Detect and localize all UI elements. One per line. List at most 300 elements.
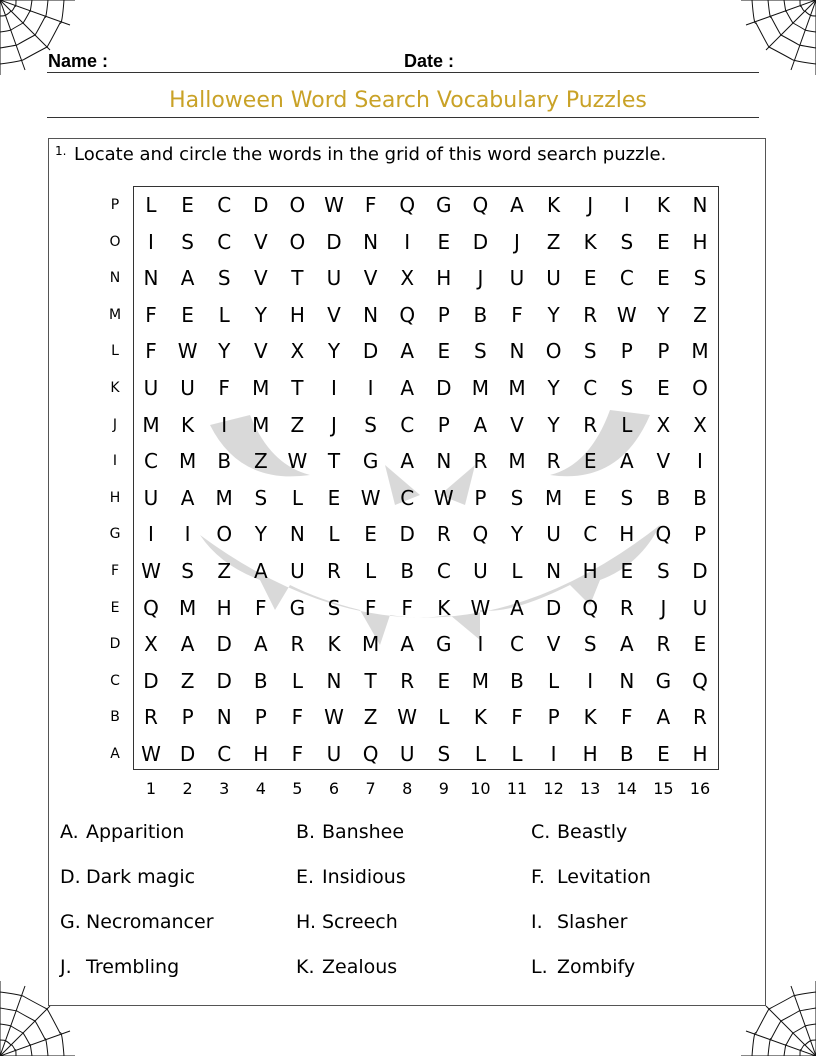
grid-letter[interactable]: C [217,742,232,766]
grid-letter[interactable]: C [217,229,232,254]
grid-letter[interactable]: Z [363,705,378,730]
grid-letter[interactable]: Z [693,302,707,327]
word-letter: A. [60,821,79,843]
grid-letter[interactable]: T [291,376,304,400]
grid-letter[interactable]: D [472,229,489,254]
grid-letter[interactable]: K [583,705,597,730]
grid-letter[interactable]: A [400,339,415,364]
grid-letter[interactable]: O [289,229,306,254]
grid-letter[interactable]: B [693,485,707,510]
grid-letter[interactable]: C [144,449,158,474]
word-text: Levitation [557,866,651,888]
grid-letter[interactable]: M [691,339,709,364]
grid-letter[interactable]: R [693,705,707,730]
grid-letter[interactable]: N [363,229,379,254]
grid-letter[interactable]: L [511,559,523,583]
grid-letter[interactable]: E [181,302,194,327]
grid-letter[interactable]: D [399,522,415,547]
grid-letter[interactable]: W [470,595,491,620]
grid-letter[interactable]: I [587,668,594,693]
grid-letter[interactable]: M [215,485,233,510]
grid-letter[interactable]: L [291,485,303,510]
grid-letter[interactable]: E [437,339,451,364]
grid-letter[interactable]: A [656,705,671,730]
word-letter: G. [60,911,81,933]
grid-letter[interactable]: H [436,266,452,291]
grid-letter[interactable]: B [217,449,232,474]
grid-letter[interactable]: B [656,485,671,510]
grid-letter[interactable]: A [180,632,195,657]
grid-letter[interactable]: W [324,705,344,730]
grid-letter[interactable]: Z [217,559,232,583]
grid-letter[interactable]: L [511,742,523,766]
grid-letter[interactable]: S [583,339,597,364]
grid-letter[interactable]: S [217,266,231,291]
grid-letter[interactable]: E [181,193,194,217]
grid-letter[interactable]: D [436,376,452,400]
grid-letter[interactable]: F [364,193,377,217]
grid-letter[interactable]: P [437,412,450,437]
row-label: C [110,672,120,689]
grid-letter[interactable]: E [657,742,670,766]
grid-letter[interactable]: S [181,229,194,254]
grid-letter[interactable]: C [510,632,524,657]
grid-letter[interactable]: X [290,339,305,364]
grid-letter[interactable]: T [364,668,377,693]
grid-letter[interactable]: N [363,302,379,327]
grid-letter[interactable]: E [657,266,670,291]
grid-letter[interactable]: O [545,339,562,364]
grid-letter[interactable]: M [178,595,197,620]
row-label: O [109,233,121,250]
word-letter: E. [296,866,315,888]
grid-letter[interactable]: A [400,376,415,400]
grid-letter[interactable]: M [361,632,380,657]
grid-letter[interactable]: W [177,339,198,364]
grid-letter[interactable]: O [692,376,708,400]
grid-letter[interactable]: D [216,668,232,693]
grid-letter[interactable]: N [509,339,525,364]
grid-letter[interactable]: A [473,412,488,437]
grid-letter[interactable]: N [289,522,305,547]
grid-letter[interactable]: M [544,485,563,510]
grid-letter[interactable]: I [221,412,228,437]
grid-letter[interactable]: W [141,742,161,766]
grid-letter[interactable]: S [327,595,341,620]
grid-letter[interactable]: U [473,559,488,583]
grid-letter[interactable]: Q [582,595,599,620]
grid-letter[interactable]: B [400,559,415,583]
grid-letter[interactable]: J [587,193,594,217]
grid-letter[interactable]: G [289,595,306,620]
grid-letter[interactable]: V [656,449,671,474]
grid-letter[interactable]: U [546,522,561,547]
word-text: Slasher [557,911,628,933]
grid-letter[interactable]: H [692,229,708,254]
grid-letter[interactable]: C [583,522,598,547]
word-text: Zombify [557,956,636,978]
grid-letter[interactable]: F [291,705,304,730]
grid-letter[interactable]: I [697,449,703,474]
grid-letter[interactable]: A [180,485,195,510]
grid-letter[interactable]: D [216,632,232,657]
grid-letter[interactable]: D [692,559,708,583]
grid-letter[interactable]: T [327,449,341,474]
grid-letter[interactable]: L [365,559,377,583]
grid-letter[interactable]: R [583,412,598,437]
grid-letter[interactable]: E [583,485,597,510]
grid-letter[interactable]: S [620,485,634,510]
column-label: 8 [402,779,413,798]
grid-letter[interactable]: S [620,229,634,254]
grid-letter[interactable]: S [510,485,524,510]
grid-letter[interactable]: A [510,595,524,620]
grid-letter[interactable]: I [331,376,337,400]
grid-letter[interactable]: L [328,522,340,547]
grid-letter[interactable]: U [546,266,561,291]
grid-letter[interactable]: U [143,376,159,400]
grid-letter[interactable]: J [660,595,667,620]
grid-letter[interactable]: R [290,632,305,657]
word-list-item [60,911,214,933]
grid-letter[interactable]: R [546,449,561,474]
grid-letter[interactable]: H [582,742,598,766]
grid-letter[interactable]: U [180,376,195,400]
grid-letter[interactable]: A [400,632,415,657]
grid-letter[interactable]: M [252,376,270,400]
grid-letter[interactable]: Y [218,339,231,364]
row-label: N [109,270,121,287]
title-underline [47,117,759,118]
grid-letter[interactable]: J [514,229,520,254]
word-list-item [296,911,398,933]
grid-letter[interactable]: I [477,632,484,657]
word-list-item [531,956,635,978]
grid-letter[interactable]: X [693,412,707,437]
grid-letter[interactable]: S [254,485,268,510]
grid-letter[interactable]: Y [547,376,560,400]
grid-letter[interactable]: F [401,595,413,620]
grid-letter[interactable]: I [148,229,154,254]
grid-letter[interactable]: Y [657,302,670,327]
column-label: 3 [219,779,230,798]
grid-letter[interactable]: C [583,376,598,400]
grid-letter[interactable]: M [178,449,197,474]
grid-letter[interactable]: D [545,595,562,620]
grid-letter[interactable]: E [437,229,451,254]
word-text: Dark magic [86,866,196,888]
word-list-item [531,866,651,888]
date-label: Date : [404,51,455,71]
grid-letter[interactable]: X [144,632,158,657]
grid-letter[interactable]: E [620,559,634,583]
grid-letter[interactable]: P [254,705,267,730]
grid-letter[interactable]: S [620,376,634,400]
column-label: 16 [689,779,711,798]
grid-letter[interactable]: V [363,266,378,291]
word-text: Beastly [557,821,628,843]
word-letter: J. [60,956,72,978]
grid-letter[interactable]: A [400,449,415,474]
grid-letter[interactable]: Z [180,668,195,693]
grid-letter[interactable]: B [510,668,524,693]
grid-letter[interactable]: K [583,229,597,254]
word-text: Banshee [322,821,405,843]
column-label: 11 [506,779,528,798]
grid-letter[interactable]: Q [472,522,489,547]
grid-letter[interactable]: I [404,229,411,254]
grid-letter[interactable]: Z [290,412,305,437]
grid-letter[interactable]: B [253,668,268,693]
grid-letter[interactable]: N [143,266,159,291]
grid-letter[interactable]: M [142,412,160,437]
grid-letter[interactable]: V [253,339,268,364]
grid-letter[interactable]: F [218,376,230,400]
grid-letter[interactable]: N [692,193,708,217]
word-list-item [60,956,179,978]
grid-letter[interactable]: R [473,449,488,474]
grid-letter[interactable]: L [145,193,157,217]
grid-letter[interactable]: A [180,266,195,291]
grid-letter[interactable]: P [657,339,670,364]
grid-letter[interactable]: Q [399,193,416,217]
grid-letter[interactable]: A [253,632,268,657]
grid-letter[interactable]: K [473,705,487,730]
grid-letter[interactable]: D [326,229,342,254]
grid-letter[interactable]: U [399,742,415,766]
row-label: F [110,563,120,579]
grid-letter[interactable]: O [216,522,233,547]
grid-letter[interactable]: W [433,485,454,510]
grid-letter[interactable]: U [326,742,342,766]
grid-letter[interactable]: F [145,339,157,364]
grid-letter[interactable]: I [550,742,557,766]
grid-letter[interactable]: K [656,193,670,217]
grid-letter[interactable]: B [619,742,634,766]
grid-letter[interactable]: Z [253,449,268,474]
grid-letter[interactable]: A [619,449,634,474]
grid-letter[interactable]: U [326,266,342,291]
grid-letter[interactable]: W [360,485,381,510]
grid-letter[interactable]: S [364,412,377,437]
grid-letter[interactable]: Q [362,742,379,766]
grid-letter[interactable]: D [362,339,379,364]
grid-letter[interactable]: R [583,302,598,327]
grid-letter[interactable]: K [181,412,195,437]
grid-letter[interactable]: V [327,302,341,327]
grid-letter[interactable]: M [508,376,526,400]
grid-letter[interactable]: J [331,412,337,437]
grid-letter[interactable]: S [657,559,670,583]
grid-letter[interactable]: R [400,668,415,693]
grid-letter[interactable]: N [436,449,452,474]
grid-letter[interactable]: W [324,193,344,217]
grid-letter[interactable]: E [327,485,341,510]
name-label: Name : [48,51,109,71]
column-label: 4 [255,779,266,798]
grid-letter[interactable]: U [143,485,159,510]
grid-letter[interactable]: L [438,705,450,730]
grid-letter[interactable]: E [583,449,597,474]
grid-letter[interactable]: F [145,302,157,327]
grid-letter[interactable]: W [141,559,161,583]
grid-letter[interactable]: F [364,595,377,620]
grid-letter[interactable]: H [692,742,708,766]
grid-letter[interactable]: F [255,595,267,620]
word-letter: L. [531,956,548,978]
grid-letter[interactable]: Y [510,522,524,547]
column-label: 6 [328,779,340,798]
grid-letter[interactable]: C [436,559,451,583]
grid-letter[interactable]: N [216,705,232,730]
grid-letter[interactable]: G [362,449,379,474]
grid-letter[interactable]: H [216,595,232,620]
grid-letter[interactable]: H [619,522,635,547]
row-label: B [110,709,120,726]
row-label: D [109,636,121,653]
grid-letter[interactable]: P [437,302,450,327]
grid-letter[interactable]: Y [254,302,267,327]
grid-letter[interactable]: D [253,193,269,217]
grid-letter[interactable]: S [437,742,451,766]
row-label: L [111,343,119,360]
word-list-item [296,866,406,888]
grid-letter[interactable]: D [179,742,196,766]
grid-letter[interactable]: A [253,559,268,583]
grid-letter[interactable]: C [619,266,634,291]
grid-letter[interactable]: R [619,595,634,620]
row-label: K [110,380,120,396]
row-label: G [109,526,121,543]
grid-letter[interactable]: K [547,193,561,217]
grid-letter[interactable]: M [471,376,490,400]
word-list-item [531,821,627,843]
grid-letter[interactable]: W [397,705,418,730]
grid-letter[interactable]: E [583,266,597,291]
grid-letter[interactable]: P [474,485,487,510]
grid-letter[interactable]: L [548,668,560,693]
spider-web-top-right-icon [741,0,816,75]
grid-letter[interactable]: V [253,266,268,291]
grid-letter[interactable]: E [437,668,451,693]
grid-letter[interactable]: V [510,412,524,437]
column-label: 13 [580,779,601,798]
grid-letter[interactable]: E [693,632,707,657]
grid-letter[interactable]: H [253,742,269,766]
grid-letter[interactable]: X [400,266,415,291]
grid-letter[interactable]: I [367,376,374,400]
grid-letter[interactable]: U [290,559,305,583]
grid-letter[interactable]: S [474,339,487,364]
grid-letter[interactable]: M [508,449,526,474]
grid-letter[interactable]: R [436,522,451,547]
grid-letter[interactable]: N [619,668,635,693]
grid-letter[interactable]: G [436,632,452,657]
grid-letter[interactable]: A [619,632,634,657]
grid-letter[interactable]: V [253,229,268,254]
grid-letter[interactable]: K [437,595,451,620]
grid-letter[interactable]: R [144,705,158,730]
grid-letter[interactable]: Y [547,302,560,327]
grid-letter[interactable]: Q [692,668,708,693]
grid-letter[interactable]: C [217,193,232,217]
grid-letter[interactable]: L [218,302,230,327]
grid-letter[interactable]: Q [472,193,489,217]
column-label: 10 [470,779,491,798]
grid-letter[interactable]: N [326,668,342,693]
grid-letter[interactable]: D [143,668,159,693]
name-date-line [47,72,759,73]
grid-letter[interactable]: H [582,559,598,583]
grid-letter[interactable]: P [181,705,194,730]
grid-letter[interactable]: L [291,668,303,693]
grid-letter[interactable]: F [511,705,523,730]
grid-letter[interactable]: Y [547,412,560,437]
grid-letter[interactable]: P [620,339,633,364]
grid-letter[interactable]: F [291,742,304,766]
grid-letter[interactable]: A [510,193,524,217]
grid-letter[interactable]: C [400,412,415,437]
grid-letter[interactable]: G [655,668,672,693]
grid-letter[interactable]: S [181,559,194,583]
grid-letter[interactable]: P [693,522,707,547]
row-label: A [110,746,120,762]
grid-letter[interactable]: R [327,559,341,583]
grid-letter[interactable]: I [184,522,191,547]
grid-letter[interactable]: Y [254,522,267,547]
grid-letter[interactable]: W [287,449,308,474]
grid-letter[interactable]: M [252,412,270,437]
grid-letter[interactable]: H [289,302,305,327]
grid-letter[interactable]: V [546,632,561,657]
grid-letter[interactable]: M [471,668,490,693]
grid-letter[interactable]: Q [399,302,416,327]
grid-letter[interactable]: U [692,595,708,620]
grid-letter[interactable]: L [474,742,486,766]
column-label: 9 [438,779,449,798]
grid-letter[interactable]: E [657,229,670,254]
grid-letter[interactable]: Q [143,595,159,620]
grid-letter[interactable]: E [657,376,670,400]
grid-letter[interactable]: I [623,193,630,217]
grid-letter[interactable]: P [547,705,560,730]
grid-letter[interactable]: W [616,302,637,327]
grid-letter[interactable]: F [621,705,633,730]
grid-letter[interactable]: S [583,632,597,657]
grid-letter[interactable]: F [511,302,523,327]
grid-letter[interactable]: G [436,193,452,217]
grid-letter[interactable]: C [400,485,415,510]
grid-letter[interactable]: Q [655,522,672,547]
grid-letter[interactable]: L [621,412,633,437]
row-label: E [110,599,120,616]
grid-letter[interactable]: N [546,559,562,583]
grid-letter[interactable]: B [473,302,488,327]
grid-letter[interactable]: J [477,266,484,291]
grid-letter[interactable]: U [509,266,525,291]
grid-letter[interactable]: I [148,522,154,547]
grid-letter[interactable]: Y [327,339,341,364]
grid-letter[interactable]: Z [546,229,561,254]
grid-letter[interactable]: R [656,632,671,657]
grid-letter[interactable]: K [327,632,341,657]
grid-letter[interactable]: X [656,412,671,437]
grid-letter[interactable]: T [291,266,304,291]
grid-letter[interactable]: O [289,193,306,217]
word-letter: I. [531,911,543,933]
grid-letter[interactable]: S [693,266,707,291]
grid-letter[interactable]: E [364,522,377,547]
